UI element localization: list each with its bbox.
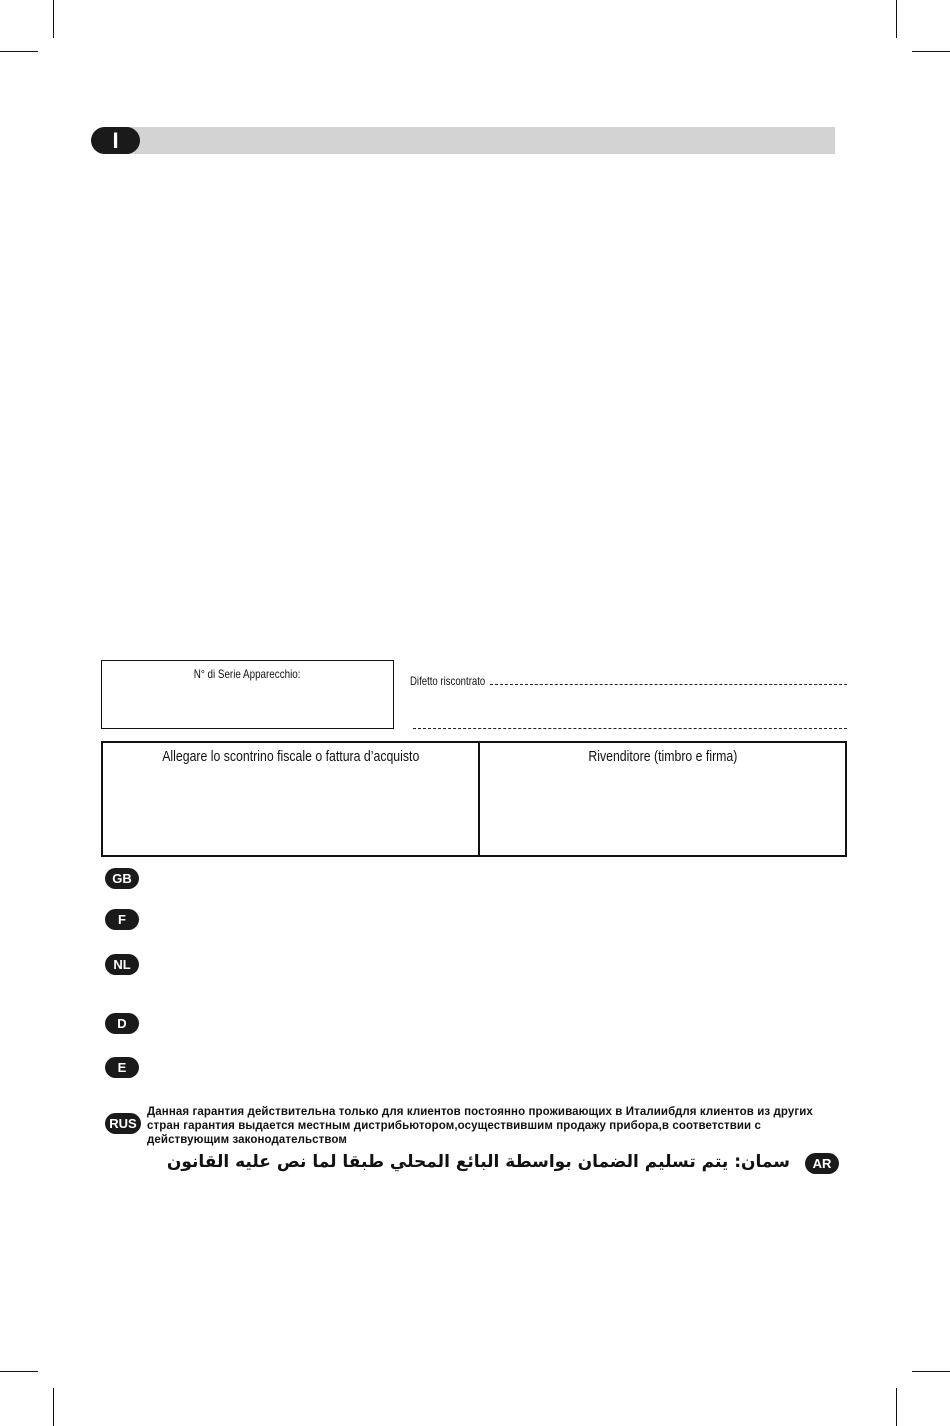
- crop-mark: [0, 1371, 38, 1372]
- rus-note-line: действующим законодательством: [147, 1134, 348, 1146]
- rus-note-line: Данная гарантия действительна только для клиентов постоянно проживающих в Италиибдля клиентов из других: [147, 1106, 813, 1118]
- serial-number-label: N° di Serie Apparecchio:: [194, 667, 301, 681]
- serial-number-box[interactable]: [101, 660, 394, 729]
- crop-mark: [896, 1388, 897, 1426]
- language-badge-i: I: [91, 127, 140, 154]
- language-badge-nl: NL: [105, 954, 139, 975]
- receipt-label: Allegare lo scontrino fiscale o fattura d’acquisto: [161, 748, 420, 765]
- language-badge-gb: GB: [105, 868, 139, 889]
- crop-mark: [912, 51, 950, 52]
- section-header-bar: [118, 127, 835, 154]
- rus-note-line: стран гарантия выдается местным дистрибьютором,осуществившим продажу прибора,в соответствии с: [147, 1120, 762, 1132]
- crop-mark: [0, 51, 38, 52]
- receipt-dealer-box: [101, 741, 847, 857]
- language-badge-d: D: [105, 1013, 139, 1034]
- defect-line[interactable]: [490, 684, 847, 685]
- ar-warranty-note: سمان: يتم تسليم الضمان بواسطة البائع المحلي طبقا لما نص عليه القانون: [166, 1152, 790, 1172]
- crop-mark: [896, 0, 897, 38]
- crop-mark: [53, 1388, 54, 1426]
- crop-mark: [53, 0, 54, 38]
- language-badge-f: F: [105, 909, 139, 930]
- defect-line[interactable]: [413, 728, 847, 729]
- dealer-label: Rivenditore (timbro e firma): [587, 748, 738, 765]
- language-badge-ar: AR: [805, 1153, 839, 1174]
- defect-label: Difetto riscontrato: [410, 674, 486, 688]
- crop-mark: [912, 1371, 950, 1372]
- rus-warranty-note: [147, 1105, 847, 1147]
- language-badge-rus: RUS: [105, 1113, 141, 1134]
- language-badge-e: E: [105, 1057, 139, 1078]
